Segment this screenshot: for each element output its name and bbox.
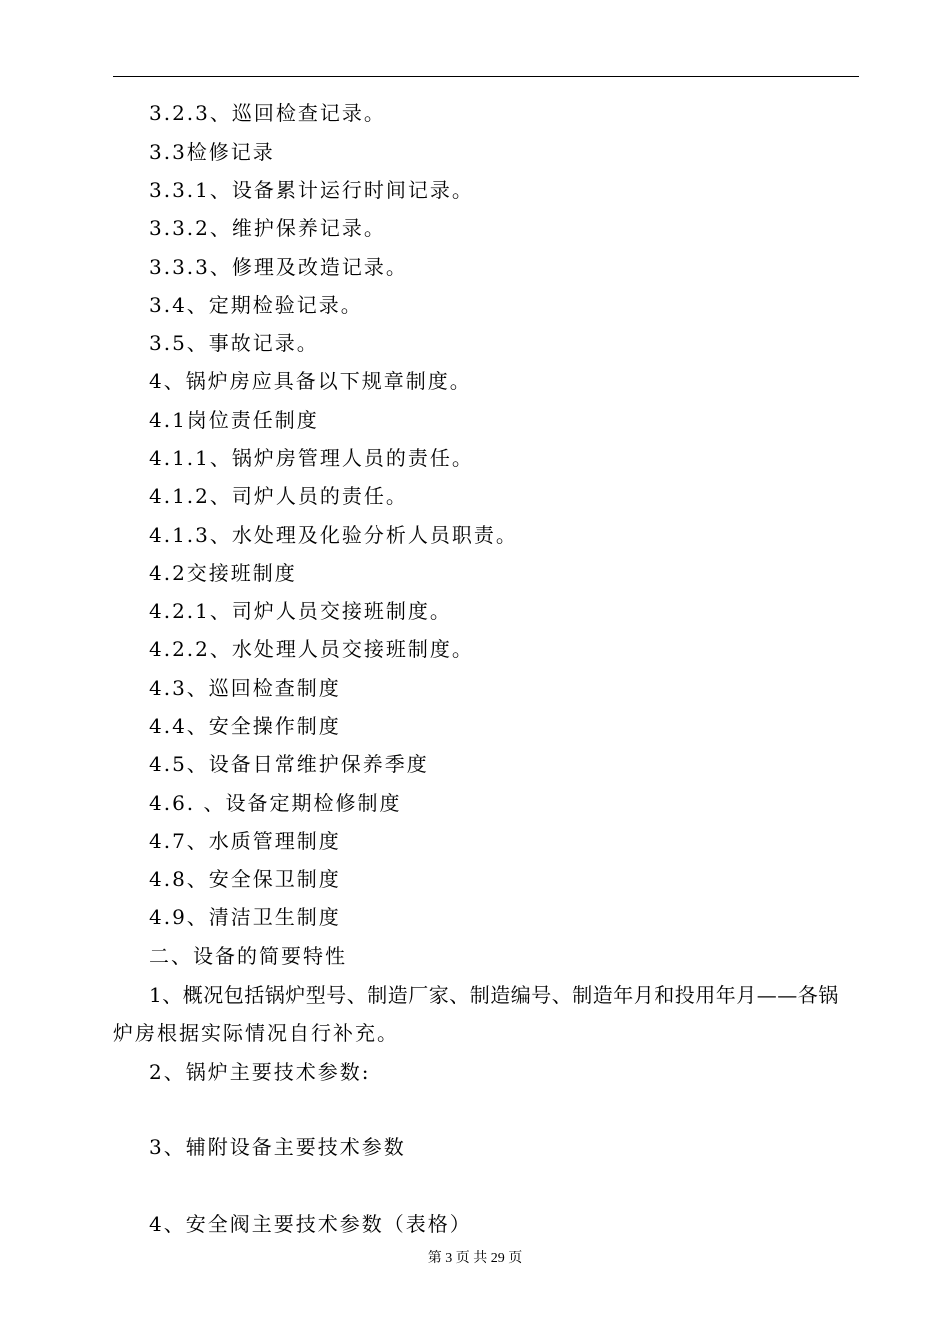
line-4-9: 4.9、清洁卫生制度	[149, 905, 341, 929]
line-4-8: 4.8、安全保卫制度	[149, 867, 341, 891]
line-3-2-3: 3.2.3、巡回检查记录。	[149, 101, 386, 125]
line-4-2: 4.2交接班制度	[149, 561, 297, 585]
line-3-3-1: 3.3.1、设备累计运行时间记录。	[149, 178, 474, 202]
line-4: 4、锅炉房应具备以下规章制度。	[149, 369, 472, 393]
line-3-3-3: 3.3.3、修理及改造记录。	[149, 255, 408, 279]
line-4-1-1: 4.1.1、锅炉房管理人员的责任。	[149, 446, 474, 470]
line-safety-valve-params: 4、安全阀主要技术参数（表格）	[149, 1212, 472, 1236]
header-rule	[113, 76, 859, 77]
line-3-5: 3.5、事故记录。	[149, 331, 319, 355]
line-4-1: 4.1岗位责任制度	[149, 408, 319, 432]
line-3-3-2: 3.3.2、维护保养记录。	[149, 216, 386, 240]
page-number-footer: 第 3 页 共 29 页	[427, 1251, 523, 1266]
line-auxiliary-params: 3、辅附设备主要技术参数	[149, 1135, 406, 1159]
line-4-7: 4.7、水质管理制度	[149, 829, 341, 853]
line-boiler-params: 2、锅炉主要技术参数:	[149, 1060, 371, 1084]
line-4-6: 4.6. 、设备定期检修制度	[149, 791, 402, 815]
line-4-1-2: 4.1.2、司炉人员的责任。	[149, 484, 408, 508]
line-3-4: 3.4、定期检验记录。	[149, 293, 363, 317]
line-4-3: 4.3、巡回检查制度	[149, 676, 341, 700]
line-3-3: 3.3检修记录	[149, 140, 275, 164]
line-4-5: 4.5、设备日常维护保养季度	[149, 752, 429, 776]
paragraph-overview-line1: 1、概况包括锅炉型号、制造厂家、制造编号、制造年月和投用年月——各锅	[149, 983, 839, 1007]
section-heading-equipment: 二、设备的简要特性	[149, 944, 347, 968]
line-4-1-3: 4.1.3、水处理及化验分析人员职责。	[149, 523, 518, 547]
paragraph-overview-line2: 炉房根据实际情况自行补充。	[113, 1021, 399, 1045]
line-4-2-1: 4.2.1、司炉人员交接班制度。	[149, 599, 452, 623]
line-4-4: 4.4、安全操作制度	[149, 714, 341, 738]
line-4-2-2: 4.2.2、水处理人员交接班制度。	[149, 637, 474, 661]
